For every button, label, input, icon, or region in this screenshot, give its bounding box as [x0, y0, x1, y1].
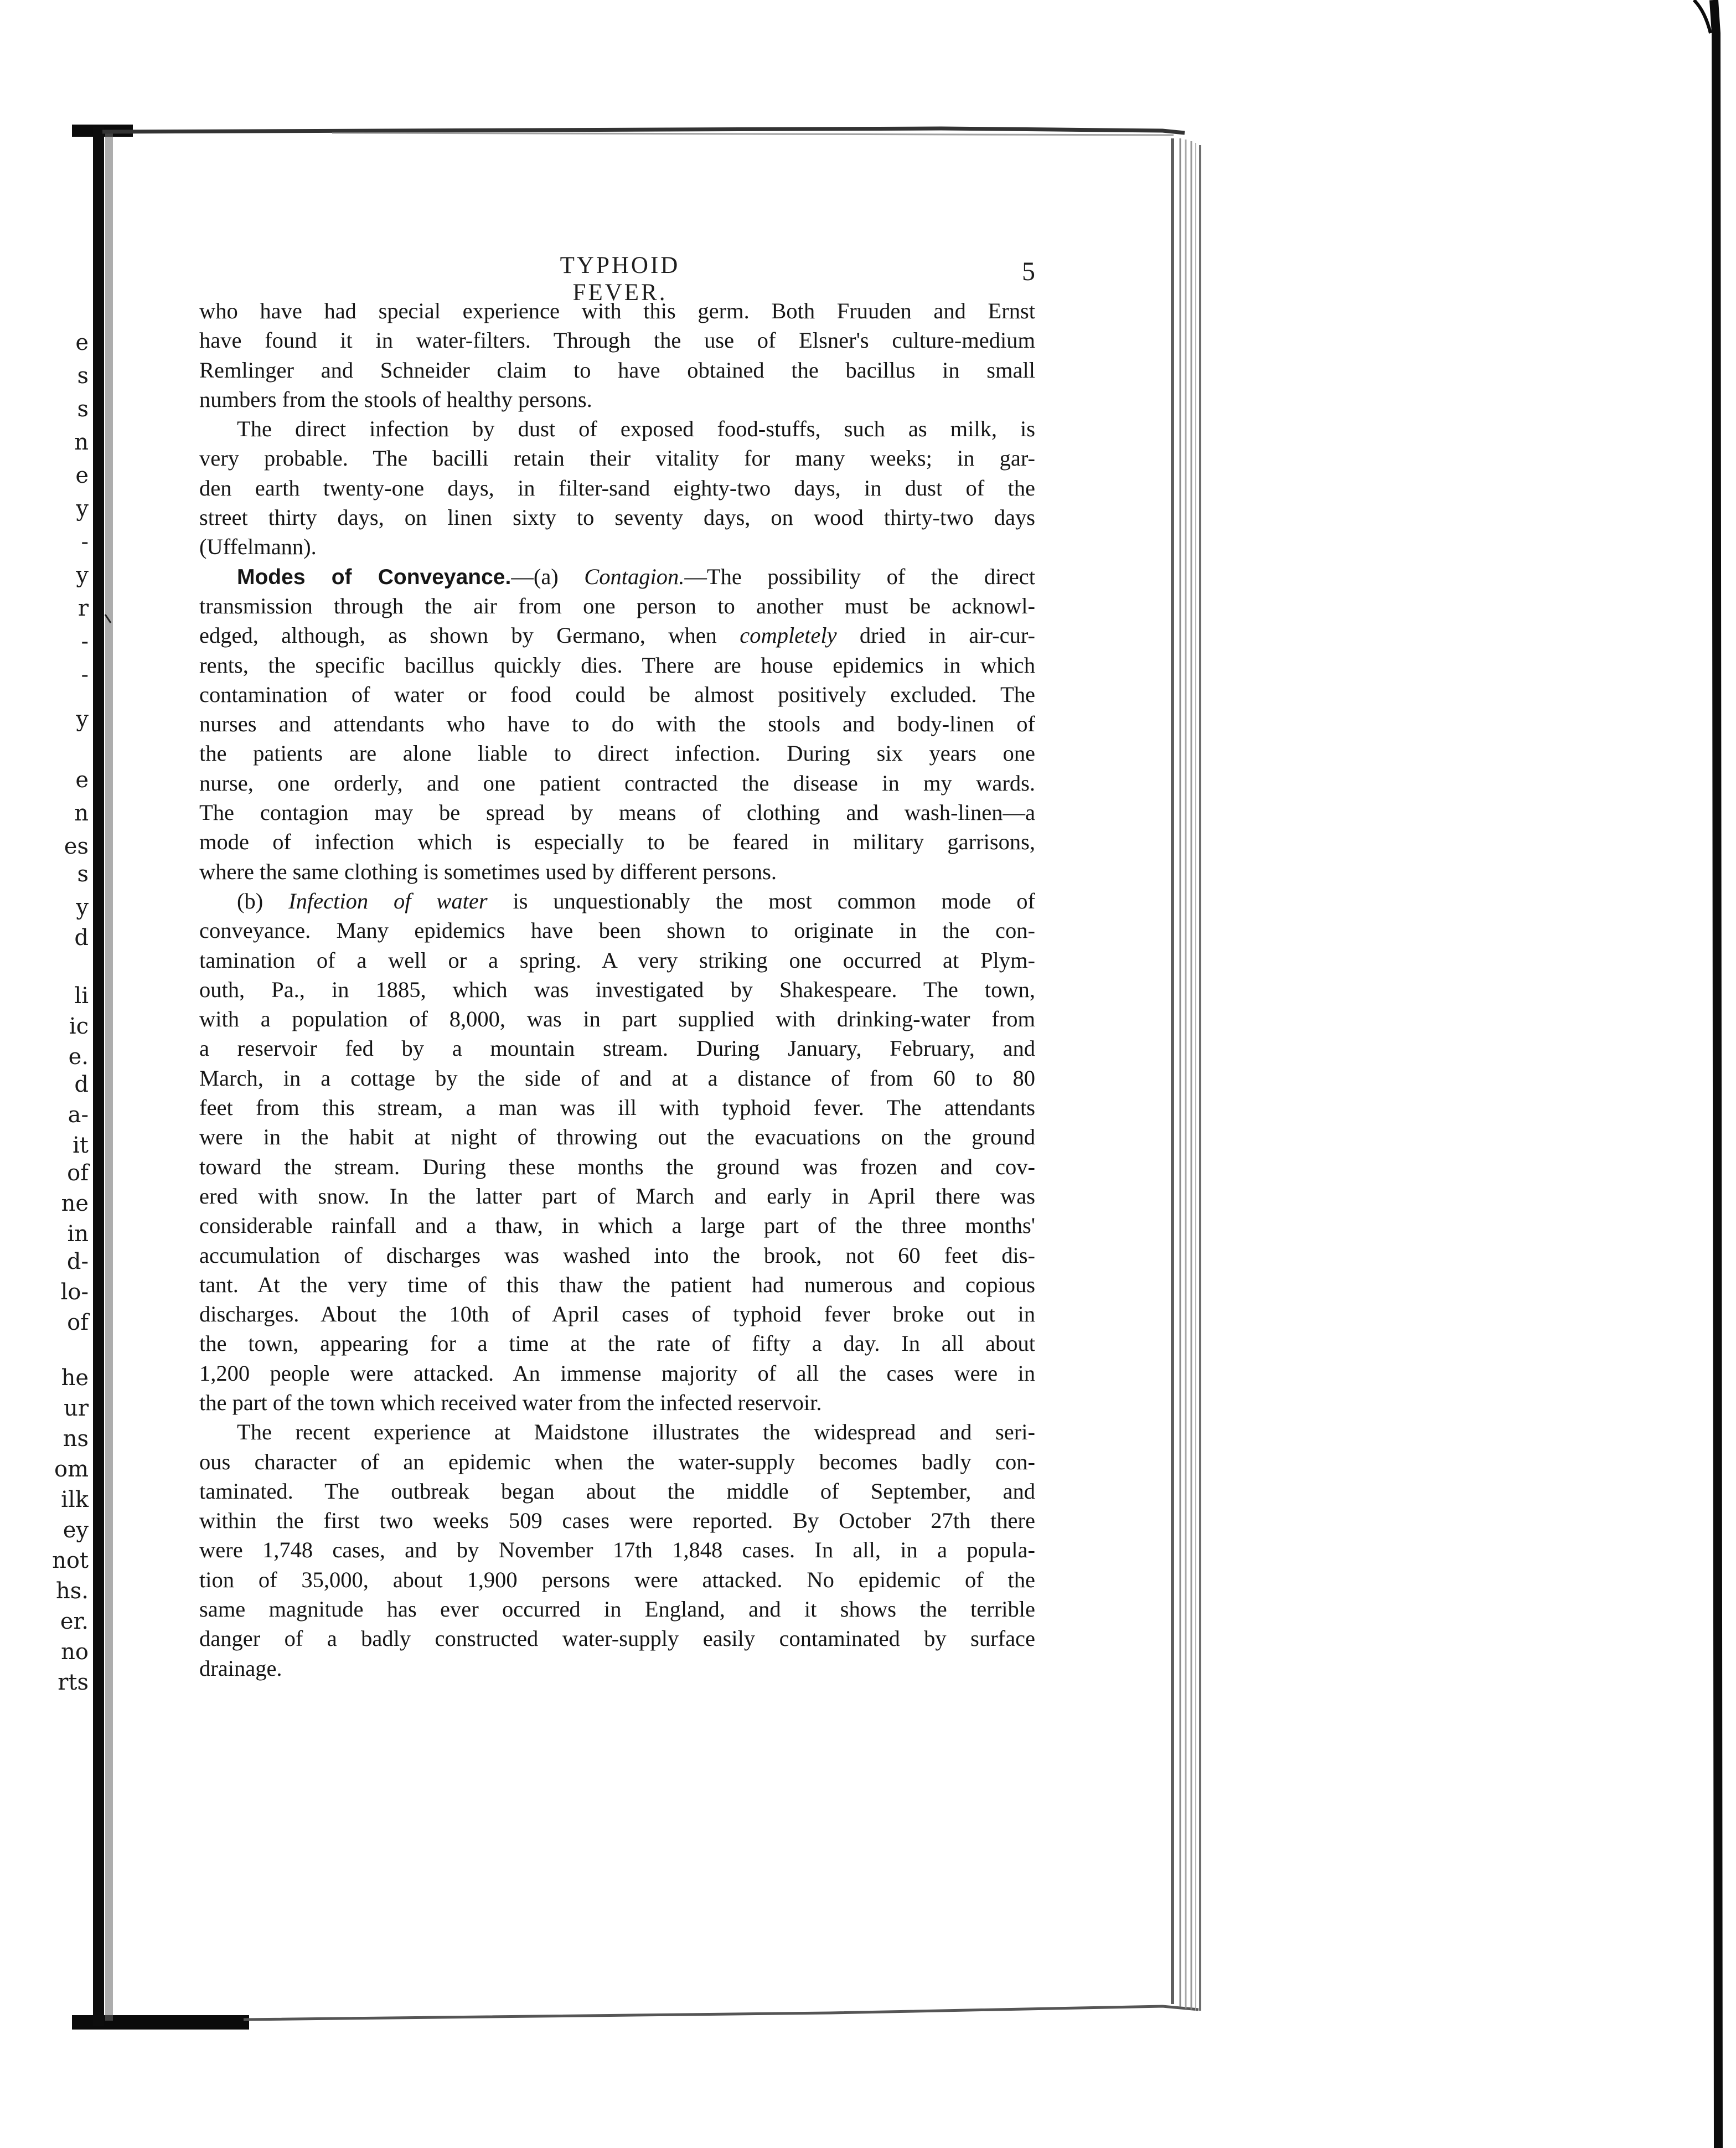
previous-page-line-end: ic	[69, 1014, 89, 1039]
text-line: den earth twenty-one days, in filter-sand eighty-two days, in dust of the	[199, 475, 1035, 500]
page-top-edge	[102, 128, 1185, 133]
page-bottom-edge	[244, 2006, 1198, 2020]
text-line: March, in a cottage by the side of and at a distance of from 60 to 80	[199, 1065, 1035, 1091]
text-line: tion of 35,000, about 1,900 persons were attacked. No epidemic of the	[199, 1567, 1035, 1592]
previous-page-line-end: r	[78, 596, 89, 621]
previous-page-line-end: li	[74, 983, 89, 1009]
text-line: were in the habit at night of throwing out the evacuations on the ground	[199, 1124, 1035, 1150]
text-line: feet from this stream, a man was ill with typhoid fever. The attendants	[199, 1095, 1035, 1121]
previous-page-line-end: y	[76, 895, 89, 920]
previous-page-line-end: -	[81, 662, 89, 688]
text-line: Remlinger and Schneider claim to have obtained the bacillus in small	[199, 357, 1035, 383]
text-line: where the same clothing is sometimes used by different persons.	[199, 859, 777, 884]
previous-page-line-end: d	[74, 925, 89, 951]
text-line: taminated. The outbreak began about the middle of September, and	[199, 1478, 1035, 1504]
previous-page-line-end: ilk	[61, 1487, 89, 1512]
text-line: mode of infection which is especially to be feared in military garrisons,	[199, 829, 1035, 855]
previous-page-line-end: of	[67, 1310, 89, 1335]
previous-page-line-end: om	[54, 1457, 89, 1482]
body-text	[199, 296, 1035, 1683]
text-line: with a population of 8,000, was in part supplied with drinking-water from	[199, 1006, 1035, 1032]
text-line: who have had special experience with this germ. Both Fruuden and Ernst	[199, 298, 1035, 323]
previous-page-line-end: ne	[61, 1191, 89, 1216]
previous-page-line-end: er.	[60, 1609, 89, 1634]
previous-page-line-end: e	[75, 767, 89, 793]
text-line: the town, appearing for a time at the rate of fifty a day. In all about	[199, 1331, 1035, 1356]
text-line: (Uffelmann).	[199, 534, 317, 560]
paragraph-4-first-line: (b) Infection of water is unquestionably the most common mode of	[237, 888, 1036, 913]
text-line: tamination of a well or a spring. A very striking one occurred at Plym-	[199, 947, 1035, 973]
previous-page-line-end: he	[61, 1365, 89, 1391]
text-line: have found it in water-filters. Through the use of Elsner's culture-medium	[199, 328, 1035, 353]
text-line: ered with snow. In the latter part of March and early in April there was	[199, 1183, 1035, 1209]
paragraph-2	[199, 414, 1035, 561]
previous-page-line-end: e.	[68, 1044, 89, 1070]
running-title: TYPHOID FEVER.	[560, 252, 680, 306]
previous-page-line-end: of	[67, 1160, 89, 1186]
emphasis-completely: completely	[740, 623, 837, 648]
previous-page-line-end: s	[77, 396, 89, 422]
text-line: discharges. About the 10th of April cases of typhoid fever broke out in	[199, 1302, 1035, 1327]
section-heading: Modes of Conveyance.	[237, 565, 512, 589]
previous-page-line-end: s	[77, 363, 89, 389]
text-line: transmission through the air from one person to another must be acknowl-	[199, 593, 1035, 618]
scanner-edge-right	[1714, 0, 1718, 2148]
previous-page-line-end: in	[67, 1221, 89, 1247]
previous-page-line-end: -	[81, 629, 89, 654]
paragraph-3-first-line: Modes of Conveyance.—(a) Contagion.—The possibility of the direct	[237, 564, 1036, 589]
previous-page-line-end: y	[76, 706, 89, 732]
text-line: ous character of an epidemic when the water-supply becomes badly con-	[199, 1449, 1035, 1474]
text-line: within the first two weeks 509 cases were reported. By October 27th there	[199, 1508, 1035, 1533]
text-line: very probable. The bacilli retain their vitality for many weeks; in gar-	[199, 446, 1035, 471]
text-line: a reservoir fed by a mountain stream. During January, February, and	[199, 1036, 1035, 1061]
previous-page-line-end: s	[77, 861, 89, 887]
text-line: The direct infection by dust of exposed food-stuffs, such as milk, is	[237, 416, 1035, 442]
subheading-contagion: Contagion.	[584, 564, 685, 589]
text-line: the patients are alone liable to direct infection. During six years one	[199, 741, 1035, 766]
previous-page-line-end: ns	[63, 1426, 89, 1452]
text-line: danger of a badly constructed water-supply easily contaminated by surface	[199, 1626, 1035, 1651]
previous-page-line-end: n	[74, 801, 89, 826]
previous-page-line-end: hs.	[55, 1578, 89, 1604]
text-line: same magnitude has ever occurred in England, and it shows the terrible	[199, 1597, 1035, 1622]
text-line: accumulation of discharges was washed into the brook, not 60 feet dis-	[199, 1242, 1035, 1268]
text-line: conveyance. Many epidemics have been shown to originate in the con-	[199, 918, 1035, 943]
previous-page-line-end: d	[74, 1072, 89, 1097]
previous-page-line-end: es	[64, 834, 89, 859]
previous-page-line-end: rts	[58, 1670, 89, 1695]
previous-page-line-end: d-	[66, 1249, 89, 1274]
text-line: street thirty days, on linen sixty to seventy days, on wood thirty-two days	[199, 505, 1035, 530]
fore-edge	[1172, 138, 1200, 2011]
text-line: drainage.	[199, 1655, 282, 1681]
page-number: 5	[1022, 257, 1035, 286]
text-line: the part of the town which received water from the infected reservoir.	[199, 1390, 822, 1415]
paragraph-1	[199, 296, 1035, 414]
paragraph-3	[199, 562, 1035, 886]
text-line: rents, the specific bacillus quickly dies. There are house epidemics in which	[199, 652, 1035, 678]
running-head	[199, 252, 1035, 306]
text-line: considerable rainfall and a thaw, in which a large part of the three months'	[199, 1213, 1035, 1238]
text-line: nurses and attendants who have to do with the stools and body-linen of	[199, 711, 1035, 737]
previous-page-line-end: no	[61, 1639, 89, 1665]
text-line: nurse, one orderly, and one patient contracted the disease in my wards.	[199, 770, 1035, 796]
previous-page-line-end: y	[76, 496, 89, 521]
previous-page-line-end: ey	[63, 1517, 89, 1543]
previous-page-line-end: e	[75, 330, 89, 355]
previous-page-line-end: a-	[68, 1102, 89, 1128]
subheading-infection-of-water: Infection of water	[288, 888, 488, 913]
previous-page-line-end: n	[74, 430, 89, 455]
previous-page-line-end: y	[76, 562, 89, 588]
text-line: were 1,748 cases, and by November 17th 1,848 cases. In all, in a popula-	[199, 1537, 1035, 1563]
previous-page-line-end: it	[73, 1133, 89, 1158]
previous-page-line-end: ur	[64, 1396, 89, 1421]
text-line: tant. At the very time of this thaw the patient had numerous and copious	[199, 1272, 1035, 1297]
previous-page-line-end: not	[52, 1548, 89, 1573]
previous-page-line-end: -	[81, 529, 89, 555]
text-line: outh, Pa., in 1885, which was investigated by Shakespeare. The town,	[199, 977, 1035, 1002]
paragraph-3-line: edged, although, as shown by Germano, when completely dried in air-cur-	[199, 623, 1035, 648]
paragraph-5	[199, 1417, 1035, 1683]
previous-page-line-end: lo-	[60, 1279, 89, 1305]
paragraph-4	[199, 886, 1035, 1417]
text-line: The contagion may be spread by means of clothing and wash-linen—a	[199, 800, 1035, 825]
text-line: 1,200 people were attacked. An immense majority of all the cases were in	[199, 1360, 1035, 1386]
text-line: contamination of water or food could be almost positively excluded. The	[199, 681, 1035, 707]
text-line: numbers from the stools of healthy persons.	[199, 386, 592, 412]
text-line: The recent experience at Maidstone illustrates the widespread and seri-	[237, 1419, 1035, 1445]
text-line: toward the stream. During these months the ground was frozen and cov-	[199, 1154, 1035, 1179]
previous-page-fragment	[0, 125, 102, 2029]
previous-page-line-end: e	[75, 463, 89, 488]
